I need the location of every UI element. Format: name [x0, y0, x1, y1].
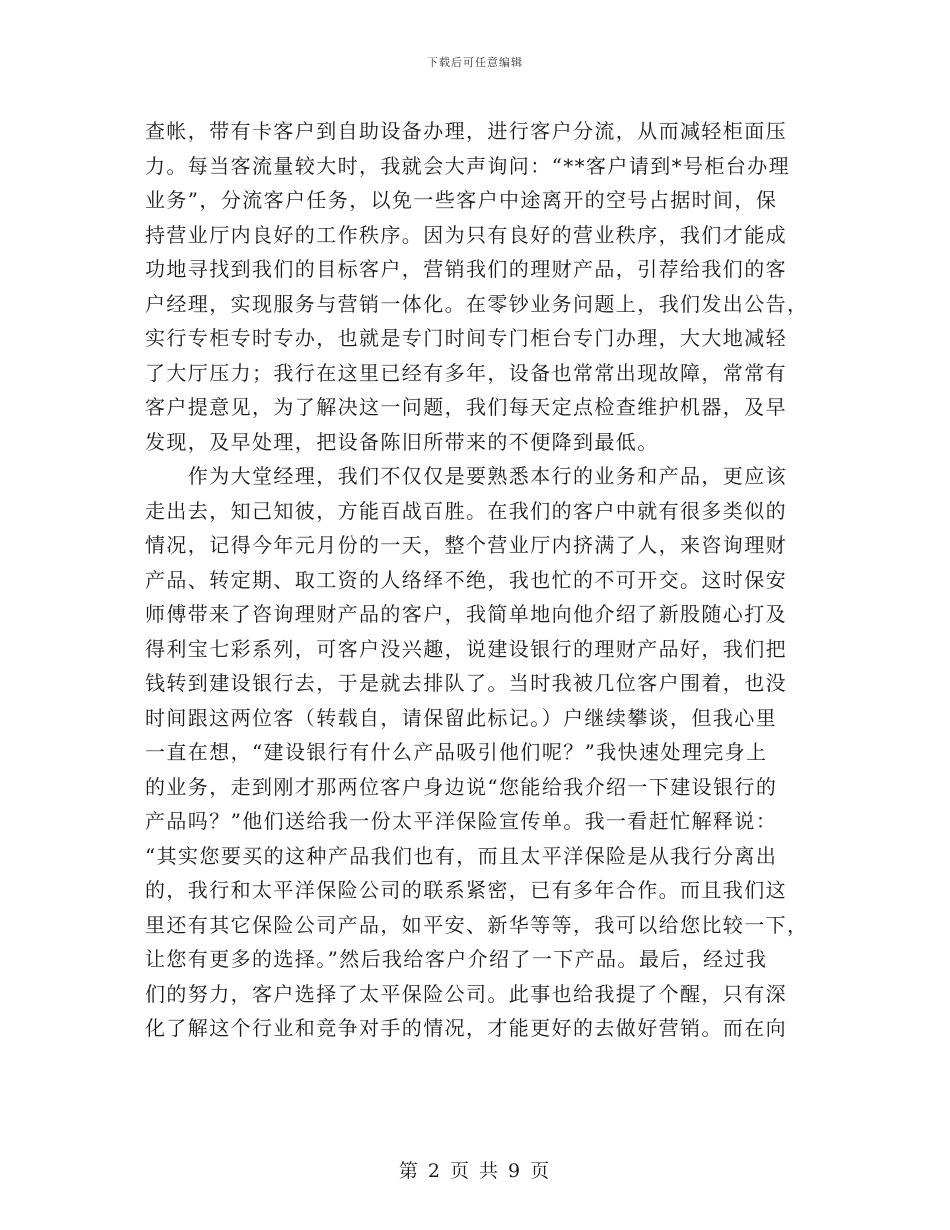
text-line: 得利宝七彩系列，可客户没兴趣，说建设银行的理财产品好，我们把 — [145, 636, 787, 661]
text-line: 产品吗？”他们送给我一份太平洋保险宣传单。我一看赶忙解释说： — [145, 809, 778, 833]
text-line: 功地寻找到我们的目标客户，营销我们的理财产品，引荐给我们的客 — [145, 257, 787, 281]
text-line: 走出去，知己知彼，方能百战百胜。在我们的客户中就有很多类似的 — [145, 498, 787, 523]
text-line: “其实您要买的这种产品我们也有，而且太平洋保险是从我行分离出 — [145, 843, 778, 868]
page-header-note: 下载后可任意编辑 — [427, 56, 523, 69]
text-line: 了大厅压力；我行在这里已经有多年，设备也常常出现故障，常常有 — [145, 360, 787, 385]
text-line: 的，我行和太平洋保险公司的联系紧密，已有多年合作。而且我们这 — [145, 878, 787, 902]
text-line: 作为大堂经理，我们不仅仅是要熟悉本行的业务和产品，更应该 — [145, 464, 787, 488]
text-line: 们的努力，客户选择了太平保险公司。此事也给我提了个醒，只有深 — [145, 981, 787, 1006]
page-number: 第 2 页 共 9 页 — [398, 1160, 552, 1182]
text-line: 的业务，走到刚才那两位客户身边说“您能给我介绍一下建设银行的 — [145, 774, 778, 799]
text-line: 业务”，分流客户任务，以免一些客户中途离开的空号占据时间，保 — [145, 188, 778, 212]
text-line: 钱转到建设银行去，于是就去排队了。当时我被几位客户围着，也没 — [145, 671, 787, 695]
text-line: 实行专柜专时专办，也就是专门时间专门柜台专门办理，大大地减轻 — [145, 326, 787, 350]
text-line: 师傅带来了咨询理财产品的客户，我简单地向他介绍了新股随心打及 — [145, 602, 787, 626]
text-line: 持营业厅内良好的工作秩序。因为只有良好的营业秩序，我们才能成 — [145, 222, 787, 247]
text-line: 力。每当客流量较大时，我就会大声询问：“**客户请到*号柜台办理 — [145, 153, 791, 178]
text-line: 查帐，带有卡客户到自助设备办理，进行客户分流，从而减轻柜面压 — [145, 119, 787, 143]
text-line: 情况，记得今年元月份的一天，整个营业厅内挤满了人，来咨询理财 — [145, 533, 787, 557]
text-line: 发现，及早处理，把设备陈旧所带来的不便降到最低。 — [145, 429, 659, 454]
body-text — [145, 114, 809, 1046]
text-line: 户经理，实现服务与营销一体化。在零钞业务问题上，我们发出公告， — [145, 291, 809, 316]
text-line: 化了解这个行业和竞争对手的情况，才能更好的去做好营销。而在向 — [145, 1016, 787, 1040]
text-line: 让您有更多的选择。”然后我给客户介绍了一下产品。最后，经过我 — [145, 947, 768, 971]
text-line: 客户提意见，为了解决这一问题，我们每天定点检查维护机器，及早 — [145, 395, 787, 419]
text-line: 产品、转定期、取工资的人络绎不绝，我也忙的不可开交。这时保安 — [145, 567, 787, 592]
text-line: 时间跟这两位客（转载自，请保留此标记。）户继续攀谈，但我心里 — [145, 705, 777, 730]
text-line: 一直在想，“建设银行有什么产品吸引他们呢？”我快速处理完身上 — [145, 740, 768, 764]
text-line: 里还有其它保险公司产品，如平安、新华等等，我可以给您比较一下， — [145, 912, 809, 937]
